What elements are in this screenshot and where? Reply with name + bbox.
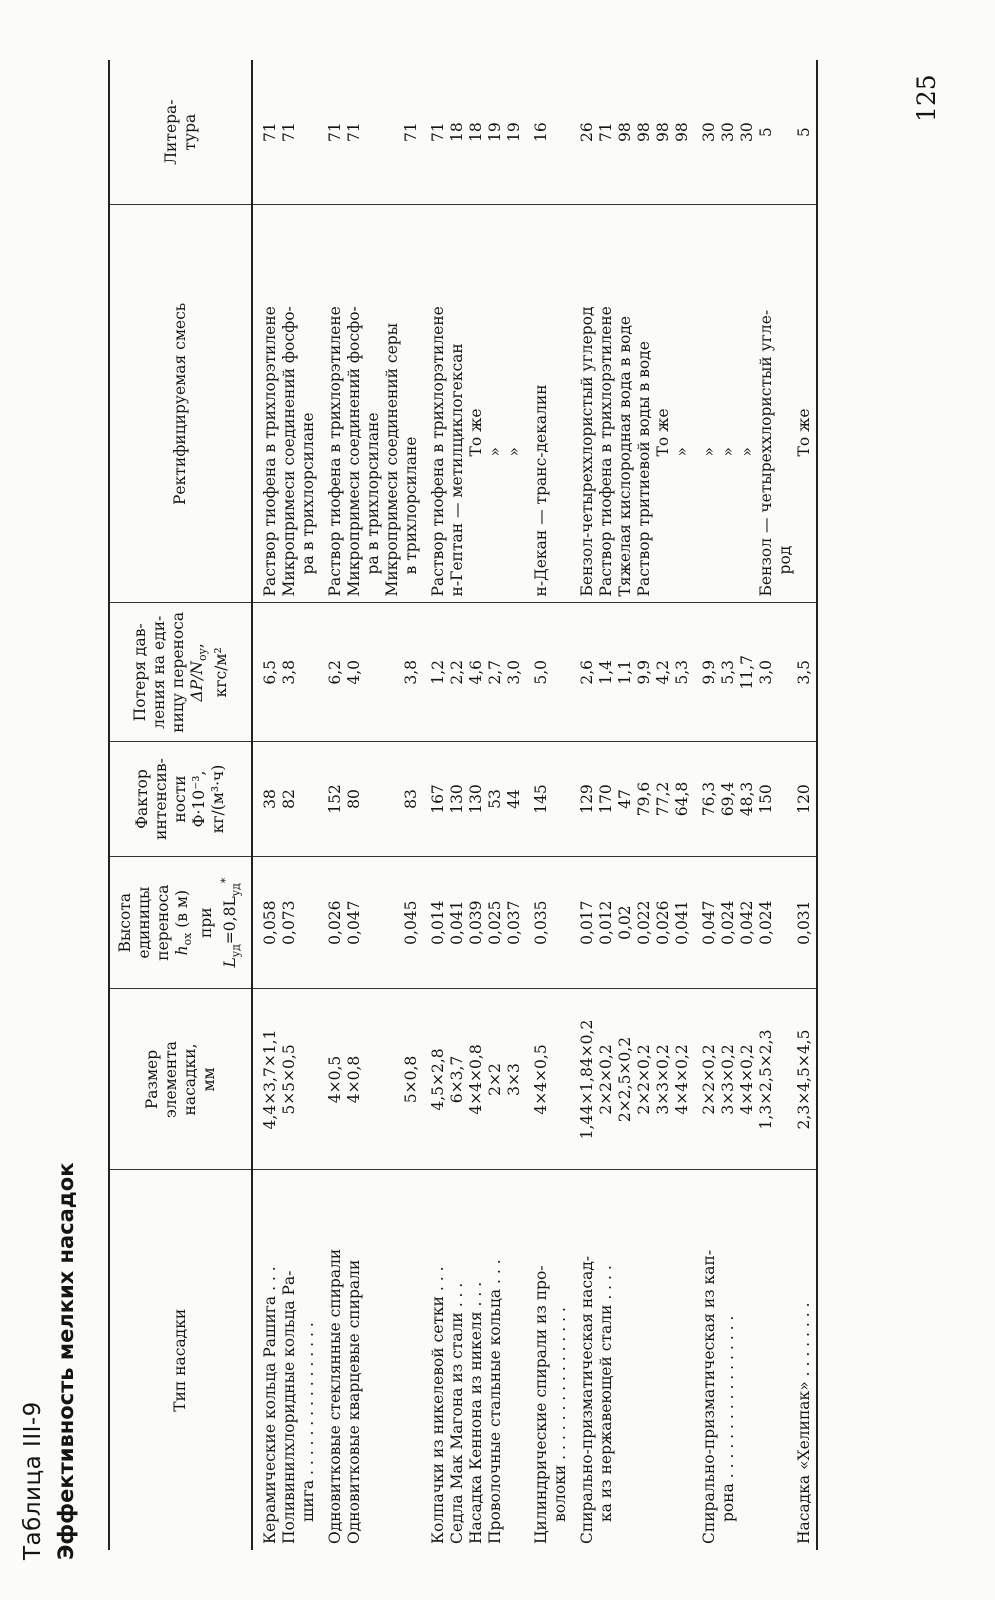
height-cell: 0,026 0,047 0,045 xyxy=(326,856,421,989)
table-row xyxy=(326,60,421,1550)
factor-cell: 120 xyxy=(776,742,817,857)
header-pressure: Потеря дав- ления на еди- ницу переноса $\Delta P/N_{оу}$, кгс/м² xyxy=(109,603,252,742)
factor-cell: 167 130 130 53 44 xyxy=(429,742,524,857)
table-row xyxy=(532,60,570,1550)
height-cell: 0,031 xyxy=(776,856,817,989)
ref-cell: 5 xyxy=(776,60,817,205)
ref-cell: 30 30 30 5 xyxy=(700,60,776,205)
table-row xyxy=(700,60,776,1550)
pressure-cell: 5,0 xyxy=(532,603,570,742)
pressure-cell: 6,2 4,0 3,8 xyxy=(326,603,421,742)
pressure-cell: 9,9 5,3 11,7 3,0 xyxy=(700,603,776,742)
packing-type-cell: Насадка «Хелипак» . . . . . . . . xyxy=(776,1170,817,1550)
factor-cell: 76,3 69,4 48,3 150 xyxy=(700,742,776,857)
mixture-cell: Раствор тиофена в трихлорэтилене Микропримеси соединений фосфо- ра в трихлорсилане Микропримеси соединений серы в трихлорсилане xyxy=(326,205,421,603)
size-cell: 2×2×0,2 3×3×0,2 4×4×0,2 1,3×2,5×2,3 xyxy=(700,989,776,1170)
packing-type-cell: Спирально-призматическая из кап- рона . . . . . . . . . . . . . . . . . xyxy=(700,1249,738,1544)
header-size: Размер элемента насадки, мм xyxy=(109,989,252,1170)
height-cell: 0,047 0,024 0,042 0,024 xyxy=(700,856,776,989)
packing-type-cell: Керамические кольца Рашига . . . Поливинилхлоридные кольца Ра- шига . . . . . . . . . . . . . . . . xyxy=(261,1266,318,1544)
height-cell: 0,035 xyxy=(532,856,570,989)
mixture-cell: Раствор тиофена в трихлорэтилене н-Гептан — метилциклогексан То же » » xyxy=(429,205,524,603)
factor-cell: 129 170 47 79,6 77,2 64,8 xyxy=(578,742,692,857)
ref-cell: 71 18 18 19 19 xyxy=(429,60,524,205)
size-cell: 4,5×2,8 6×3,7 4×4×0,8 2×2 3×3 xyxy=(429,989,524,1170)
mixture-cell: Раствор тиофена в трихлорэтилене Микропримеси соединений фосфо- ра в трихлорсилане xyxy=(261,205,318,603)
pressure-cell: 1,2 2,2 4,6 2,7 3,0 xyxy=(429,603,524,742)
header-factor: Фактор интенсив- ности Ф·10⁻³, кг/(м³·ч) xyxy=(109,742,252,857)
table-number: Таблица III-9 xyxy=(20,1401,46,1560)
table-row xyxy=(776,60,817,1550)
packing-type-cell: Спирально-призматическая насад- ка из нержавеющей стали . . . . xyxy=(578,1255,616,1544)
packing-type-cell: Одновитковые стеклянные спирали Одновитковые кварцевые спирали xyxy=(326,1248,364,1544)
factor-cell: 152 80 83 xyxy=(326,742,421,857)
size-cell: 4,4×3,7×1,1 5×5×0,5 xyxy=(261,989,318,1170)
pressure-cell: 3,5 xyxy=(776,603,817,742)
mixture-cell: род То же xyxy=(776,205,817,603)
table-title: Эффективность мелких насадок xyxy=(54,1162,78,1560)
header-mixture: Ректифицируемая смесь xyxy=(109,205,252,603)
ref-cell: 71 71 71 xyxy=(326,60,421,205)
size-cell: 4×0,5 4×0,8 5×0,8 xyxy=(326,989,421,1170)
table-row xyxy=(429,60,524,1550)
mixture-cell: Бензол-четыреххлористый углерод Раствор тиофена в трихлорэтилене Тяжелая кислородная вода в воде Раствор тритиевой воды в воде То же » xyxy=(578,205,692,603)
size-cell: 4×4×0,5 xyxy=(532,989,570,1170)
size-cell: 1,44×1,84×0,2 2×2×0,2 2×2,5×0,2 2×2×0,2 3×3×0,2 4×4×0,2 xyxy=(578,989,692,1170)
size-cell: 2,3×4,5×4,5 xyxy=(776,989,817,1170)
packing-type-cell: Цилиндрические спирали из про- волоки . . . . . . . . . . . . . . . . xyxy=(532,1265,570,1544)
mixture-cell: » » » Бензол — четыреххлористый угле- xyxy=(700,205,776,603)
factor-cell: 145 xyxy=(532,742,570,857)
table-row xyxy=(261,60,318,1550)
header-type: Тип насадки xyxy=(109,1170,252,1550)
page-number: 125 xyxy=(912,74,941,122)
height-cell: 0,014 0,041 0,039 0,025 0,037 xyxy=(429,856,524,989)
height-cell: 0,017 0,012 0,02 0,022 0,026 0,041 xyxy=(578,856,692,989)
header-ref: Литера- тура xyxy=(109,60,252,205)
table-row xyxy=(578,60,692,1550)
pressure-cell: 6,5 3,8 xyxy=(261,603,318,742)
header-height: Высота единицы переноса $h_{ох}$ (в м) при $L_{уд}=0,8L_{уд}^*$ xyxy=(109,856,252,989)
ref-cell: 71 71 xyxy=(261,60,318,205)
ref-cell: 16 xyxy=(532,60,570,205)
packing-type-cell: Колпачки из никелевой сетки . . . Седла Мак Магона из стали . . . Насадка Кеннона из никеля . . . Проволочные стальные кольца . . . xyxy=(429,1259,505,1544)
factor-cell: 38 82 xyxy=(261,742,318,857)
height-cell: 0,058 0,073 xyxy=(261,856,318,989)
ref-cell: 26 71 98 98 98 98 xyxy=(578,60,692,205)
mixture-cell: н-Декан — транс-декалин xyxy=(532,205,570,603)
header-row xyxy=(109,60,252,1550)
packing-efficiency-table xyxy=(108,60,818,1550)
pressure-cell: 2,6 1,4 1,1 9,9 4,2 5,3 xyxy=(578,603,692,742)
